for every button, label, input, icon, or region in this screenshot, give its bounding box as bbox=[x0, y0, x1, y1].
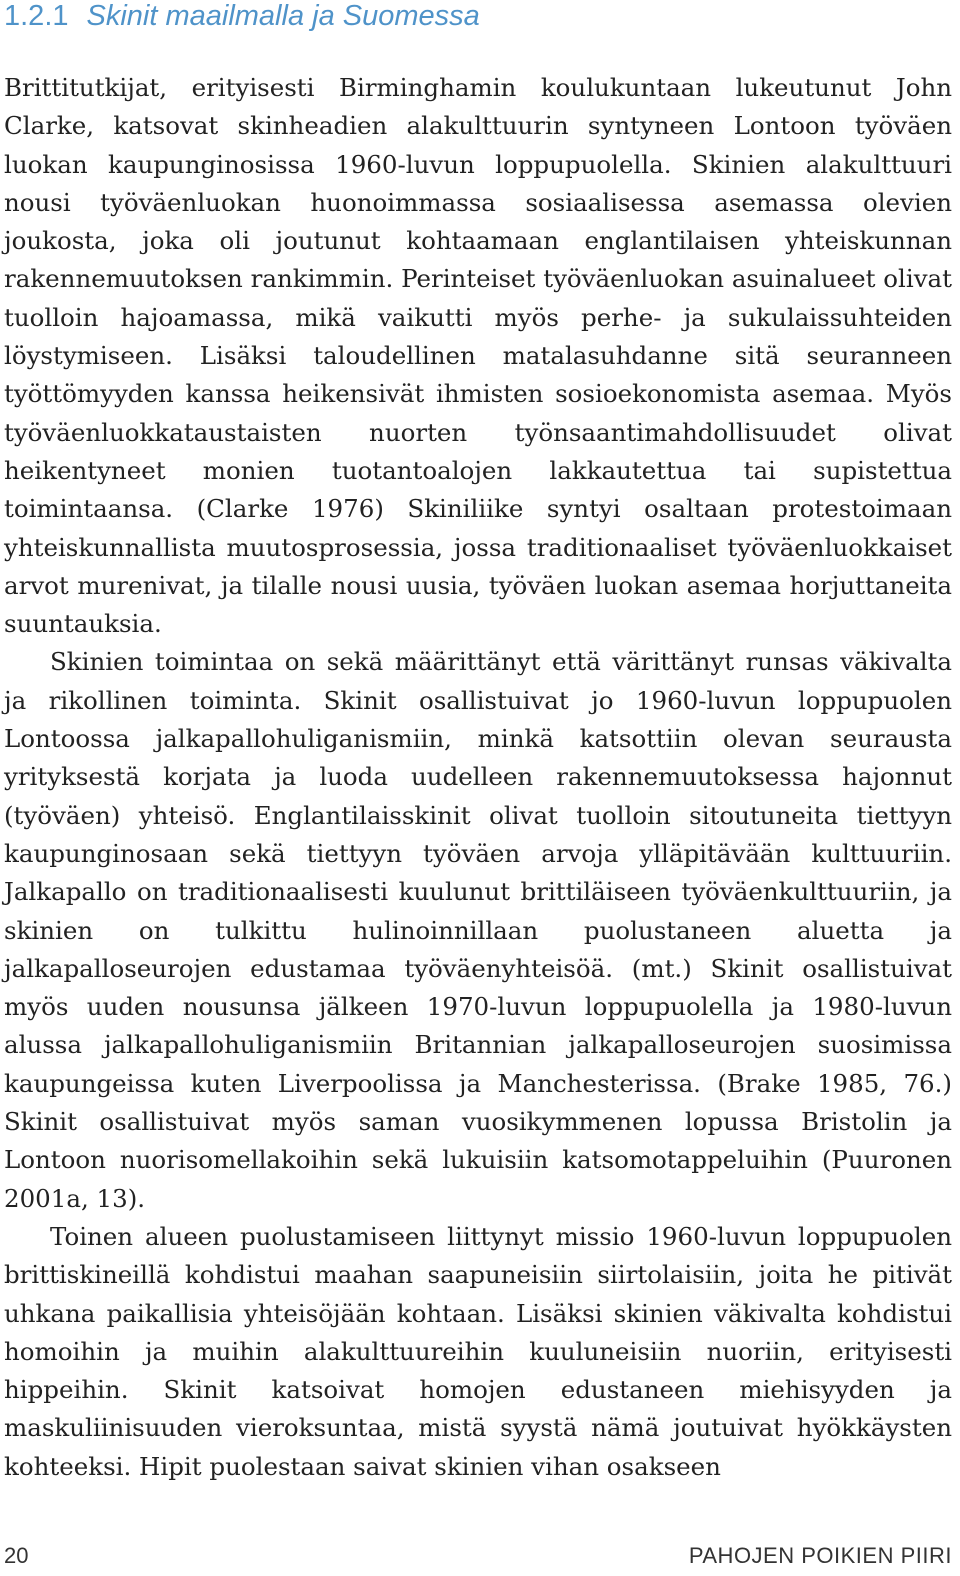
paragraph-1: Brittitutkijat, erityisesti Birminghamin koulukuntaan lukeutunut John Clarke, katsovat skinheadien alakulttuurin syntyneen Lontoon työväen luokan kaupunginosissa 1960-luvun loppupuolella. Skinien alakulttuuri nousi työväenluokan huonoimmassa sosiaalisessa asemassa olevien joukosta, joka oli joutunut kohtaamaan englantilaisen yhteiskunnan rakennemuutoksen rankimmin. Perinteiset työväenluokan asuinalueet olivat tuolloin hajoamassa, mikä vaikutti myös perhe- ja sukulaissuhteiden löystymiseen. Lisäksi taloudellinen matalasuhdanne sitä seuranneen työttömyyden kanssa heikensivät ihmisten sosioekonomista asemaa. Myös työväenluokkataustaisten nuorten työnsaantimahdollisuudet olivat heikentyneet monien tuotantoalojen lakkautettua tai supistettua toimintaansa. (Clarke 1976) Skiniliike syntyi osaltaan protestoimaan yhteiskunnallista muutosprosessia, jossa traditionaaliset työväenluokkaiset arvot murenivat, ja tilalle nousi uusia, työväen luokan asemaa horjuttaneita suuntauksia. bbox=[4, 73, 952, 639]
body-text bbox=[4, 69, 952, 1486]
paragraph-2: Skinien toimintaa on sekä määrittänyt että värittänyt runsas väkivalta ja rikollinen toiminta. Skinit osallistuivat jo 1960-luvun loppupuolen Lontoossa jalkapallohuliganismiin, minkä katsottiin olevan seurausta yrityksestä korjata ja luoda uudelleen rakennemuutoksessa hajonnut (työväen) yhteisö. Englantilaisskinit olivat tuolloin sitoutuneita tiettyyn kaupunginosaan sekä tiettyyn työväen arvoja ylläpitävään kulttuuriin. Jalkapallo on traditionaalisesti kuulunut brittiläiseen työväenkulttuuriin, ja skinien on tulkittu hulinoinnillaan puolustaneen aluetta ja jalkapalloseurojen edustamaa työväenyhteisöä. (mt.) Skinit osallistuivat myös uuden nousunsa jälkeen 1970-luvun loppupuolella ja 1980-luvun alussa jalkapallohuliganismiin Britannian jalkapalloseurojen suosimissa kaupungeissa kuten Liverpoolissa ja Manchesterissa. (Brake 1985, 76.) Skinit osallistuivat myös saman vuosikymmenen lopussa Bristolin ja Lontoon nuorisomellakoihin sekä lukuisiin katsomotappeluihin (Puuronen 2001a, 13). bbox=[4, 647, 952, 1213]
publication-title: PAHOJEN POIKIEN PIIRI bbox=[688, 1543, 952, 1568]
section-heading bbox=[4, 0, 480, 32]
paragraph-3: Toinen alueen puolustamiseen liittynyt missio 1960-luvun loppupuolen brittiskineillä kohdistui maahan saapuneisiin siirtolaisiin, joita he pitivät uhkana paikallisia yhteisöjään kohtaan. Lisäksi skinien väkivalta kohdistui homoihin ja muihin alakulttuureihin kuuluneisiin nuoriin, erityisesti hippeihin. Skinit katsoivat homojen edustaneen miehisyyden ja maskuliinisuuden vieroksuntaa, mistä syystä nämä joutuivat hyökkäysten kohteeksi. Hipit puolestaan saivat skinien vihan osakseen bbox=[4, 1221, 952, 1481]
section-number: 1.2.1 bbox=[4, 0, 69, 32]
section-title: Skinit maailmalla ja Suomessa bbox=[86, 0, 480, 32]
page-number: 20 bbox=[4, 1543, 29, 1568]
